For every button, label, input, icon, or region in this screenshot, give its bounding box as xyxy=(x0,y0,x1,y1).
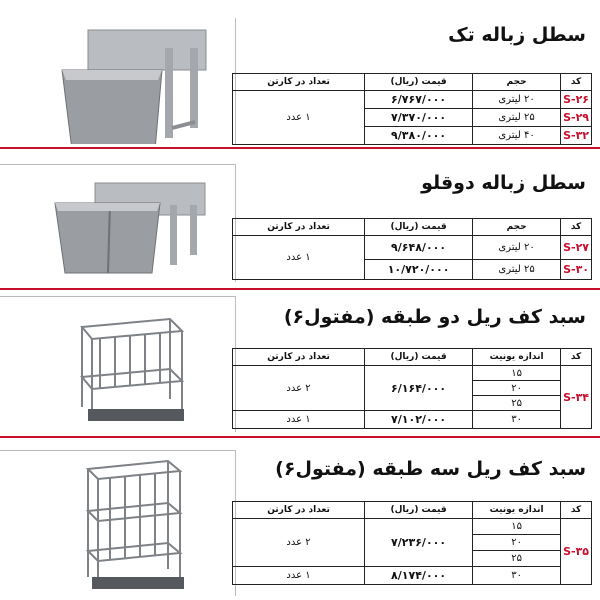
price-cell: ۶/۷۶۷/۰۰۰ xyxy=(365,91,473,109)
single-bin-photo xyxy=(0,18,236,144)
price-cell: ۸/۱۷۴/۰۰۰ xyxy=(365,567,473,585)
header-size: اندازه یونیت xyxy=(473,349,561,366)
code-cell: S-۲۷ xyxy=(561,236,592,260)
code-cell: S-۳۰ xyxy=(561,260,592,280)
header-price: قیمت (ریال) xyxy=(365,349,473,366)
header-code: کد xyxy=(561,219,592,236)
size-cell: ۲۵ لیتری xyxy=(473,260,561,280)
price-table xyxy=(232,348,592,429)
header-qty: تعداد در کارتن xyxy=(233,349,365,366)
section-double-bin xyxy=(0,150,600,290)
size-cell: ۲۵ لیتری xyxy=(473,109,561,127)
header-code: کد xyxy=(561,74,592,91)
header-size: حجم xyxy=(473,74,561,91)
section-title: سبد کف ریل دو طبقه (مفتول۶) xyxy=(283,306,586,328)
code-cell: S-۲۶ xyxy=(561,91,592,109)
section-divider xyxy=(0,147,600,149)
single-bin-image xyxy=(0,18,236,144)
price-table xyxy=(232,218,592,280)
section-single-bin xyxy=(0,0,600,150)
code-cell: S-۳۲ xyxy=(561,127,592,145)
price-cell: ۶/۱۶۴/۰۰۰ xyxy=(365,366,473,411)
section-title: سبد کف ریل سه طبقه (مفتول۶) xyxy=(275,458,586,480)
code-cell: S-۳۴ xyxy=(561,366,592,429)
section-three-tier-basket xyxy=(0,440,600,600)
header-code: کد xyxy=(561,502,592,519)
two-tier-basket-image xyxy=(0,297,236,432)
section-title: سطل زباله دوقلو xyxy=(421,172,586,194)
double-bin-image xyxy=(0,165,236,282)
qty-cell: ۱ عدد xyxy=(233,91,365,145)
qty-cell: ۲ عدد xyxy=(233,519,365,567)
section-divider xyxy=(0,436,600,438)
size-cell: ۱۵ xyxy=(473,366,561,381)
price-cell: ۹/۶۴۸/۰۰۰ xyxy=(365,236,473,260)
header-qty: تعداد در کارتن xyxy=(233,219,365,236)
three-tier-basket-image xyxy=(0,451,236,596)
price-cell: ۹/۳۸۰/۰۰۰ xyxy=(365,127,473,145)
size-cell: ۲۰ لیتری xyxy=(473,91,561,109)
header-qty: تعداد در کارتن xyxy=(233,502,365,519)
header-price: قیمت (ریال) xyxy=(365,74,473,91)
price-table xyxy=(232,501,592,585)
section-title: سطل زباله تک xyxy=(448,24,586,46)
header-code: کد xyxy=(561,349,592,366)
header-size: اندازه یونیت xyxy=(473,502,561,519)
header-price: قیمت (ریال) xyxy=(365,219,473,236)
size-cell: ۴۰ لیتری xyxy=(473,127,561,145)
header-price: قیمت (ریال) xyxy=(365,502,473,519)
code-cell: S-۲۹ xyxy=(561,109,592,127)
price-cell: ۷/۲۳۶/۰۰۰ xyxy=(365,519,473,567)
size-cell: ۲۵ xyxy=(473,551,561,567)
size-cell: ۳۰ xyxy=(473,411,561,429)
qty-cell: ۱ عدد xyxy=(233,236,365,280)
qty-cell: ۲ عدد xyxy=(233,366,365,411)
section-two-tier-basket xyxy=(0,290,600,440)
size-cell: ۲۵ xyxy=(473,396,561,411)
size-cell: ۳۰ xyxy=(473,567,561,585)
code-cell: S-۳۵ xyxy=(561,519,592,585)
size-cell: ۱۵ xyxy=(473,519,561,535)
size-cell: ۲۰ لیتری xyxy=(473,236,561,260)
header-size: حجم xyxy=(473,219,561,236)
double-bin-photo xyxy=(0,164,236,282)
size-cell: ۲۰ xyxy=(473,381,561,396)
three-tier-basket-photo xyxy=(0,450,236,596)
price-cell: ۷/۱۰۲/۰۰۰ xyxy=(365,411,473,429)
header-qty: تعداد در کارتن xyxy=(233,74,365,91)
price-cell: ۱۰/۷۲۰/۰۰۰ xyxy=(365,260,473,280)
qty-cell: ۱ عدد xyxy=(233,567,365,585)
two-tier-basket-photo xyxy=(0,296,236,432)
size-cell: ۲۰ xyxy=(473,535,561,551)
price-table xyxy=(232,73,592,145)
qty-cell: ۱ عدد xyxy=(233,411,365,429)
price-cell: ۷/۳۷۰/۰۰۰ xyxy=(365,109,473,127)
